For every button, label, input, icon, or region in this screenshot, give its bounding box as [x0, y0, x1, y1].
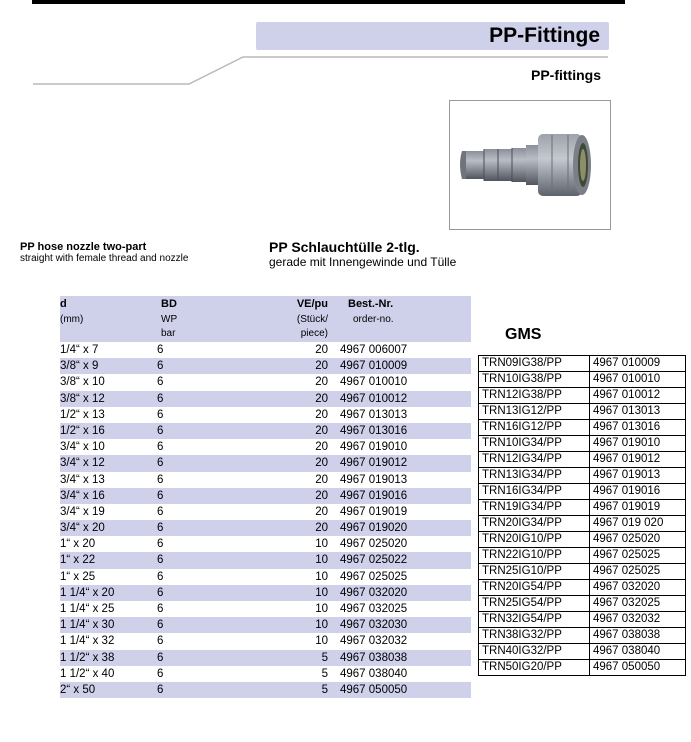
gms-order-number: 4967 038040: [590, 644, 686, 660]
gms-row: [479, 628, 686, 644]
table-row: [60, 439, 471, 455]
gms-title: GMS: [505, 326, 542, 343]
table-row: [60, 601, 471, 617]
cell-diameter: 3/4“ x 20: [60, 522, 105, 535]
table-row: [60, 423, 471, 439]
table-row: [60, 682, 471, 698]
gms-row: [479, 660, 686, 676]
gms-order-number: 4967 032032: [590, 612, 686, 628]
gms-order-number: 4967 019016: [590, 484, 686, 500]
gms-code: TRN12IG38/PP: [479, 388, 590, 404]
cell-pressure: 6: [157, 586, 164, 599]
cell-pressure: 6: [157, 360, 164, 373]
table-row: [60, 358, 471, 374]
table-body: [60, 342, 471, 698]
gms-code: TRN20IG54/PP: [479, 580, 590, 596]
table-row: [60, 472, 471, 488]
hose-nozzle-image: [450, 101, 610, 229]
gms-code: TRN40IG32/PP: [479, 644, 590, 660]
cell-pressure: 6: [157, 489, 164, 502]
cell-pressure: 6: [157, 683, 164, 696]
cell-packing-unit: 20: [315, 522, 328, 535]
table-row: [60, 504, 471, 520]
gms-code: TRN09IG38/PP: [479, 356, 590, 372]
cell-diameter: 3/4“ x 16: [60, 489, 105, 502]
cell-diameter: 1“ x 25: [60, 570, 96, 583]
page-subtitle: PP-fittings: [531, 67, 601, 83]
gms-row: [479, 532, 686, 548]
gms-code: TRN50IG20/PP: [479, 660, 590, 676]
gms-row: [479, 500, 686, 516]
gms-code: TRN10IG34/PP: [479, 436, 590, 452]
table-row: [60, 633, 471, 649]
gms-row: [479, 436, 686, 452]
cell-order-number: 4967 038038: [340, 651, 408, 664]
cell-pressure: 6: [157, 408, 164, 421]
gms-code: TRN20IG34/PP: [479, 516, 590, 532]
header-bd-unit: bar: [161, 328, 176, 339]
cell-pressure: 6: [157, 603, 164, 615]
page-title: PP-Fittinge: [489, 24, 600, 47]
cell-order-number: 4967 019013: [340, 473, 408, 486]
header-d: d: [60, 298, 67, 310]
cell-diameter: 1 1/4“ x 30: [60, 619, 115, 632]
gms-row: [479, 420, 686, 436]
gms-code: TRN20IG10/PP: [479, 532, 590, 548]
gms-row: [479, 564, 686, 580]
table-row: [60, 374, 471, 390]
cell-order-number: 4967 025020: [340, 538, 408, 551]
cell-pressure: 6: [157, 376, 164, 389]
cell-order-number: 4967 010009: [340, 360, 408, 373]
cell-diameter: 3/8“ x 9: [60, 360, 99, 373]
cell-diameter: 1 1/4“ x 20: [60, 586, 115, 599]
gms-code: TRN10IG38/PP: [479, 372, 590, 388]
cell-diameter: 3/4“ x 13: [60, 473, 105, 486]
cell-packing-unit: 10: [315, 586, 328, 599]
cell-packing-unit: 20: [315, 376, 328, 389]
gms-row: [479, 596, 686, 612]
gms-order-number: 4967 038038: [590, 628, 686, 644]
gms-code: TRN16IG12/PP: [479, 420, 590, 436]
cell-order-number: 4967 019020: [340, 522, 408, 535]
cell-diameter: 1/4“ x 7: [60, 344, 99, 356]
header-ve: VE/pu: [296, 298, 328, 310]
table-header: [60, 296, 471, 342]
cell-diameter: 3/4“ x 10: [60, 441, 105, 454]
table-row: [60, 650, 471, 666]
gms-order-number: 4967 025025: [590, 548, 686, 564]
cell-packing-unit: 20: [315, 473, 328, 486]
gms-order-number: 4967 019 020: [590, 516, 686, 532]
table-row: [60, 666, 471, 682]
gms-row: [479, 580, 686, 596]
gms-order-number: 4967 032020: [590, 580, 686, 596]
gms-code: TRN25IG10/PP: [479, 564, 590, 580]
gms-row: [479, 468, 686, 484]
cell-diameter: 1/2“ x 13: [60, 408, 105, 421]
gms-table: [478, 355, 686, 676]
cell-pressure: 6: [157, 570, 164, 583]
cell-diameter: 1“ x 20: [60, 538, 96, 551]
table-row: [60, 342, 471, 358]
product-photo: [449, 100, 611, 230]
cell-packing-unit: 20: [315, 489, 328, 502]
cell-diameter: 1 1/2“ x 38: [60, 651, 115, 664]
cell-packing-unit: 20: [315, 505, 328, 518]
gms-code: TRN38IG32/PP: [479, 628, 590, 644]
cell-diameter: 3/4“ x 19: [60, 505, 105, 518]
gms-code: TRN13IG12/PP: [479, 404, 590, 420]
header-d-unit: (mm): [60, 314, 84, 325]
cell-order-number: 4967 019016: [340, 489, 408, 502]
cell-diameter: 1/2“ x 16: [60, 424, 105, 437]
header-ve-2: piece): [300, 328, 328, 339]
cell-packing-unit: 10: [315, 603, 328, 615]
cell-pressure: 6: [157, 667, 164, 680]
table-row: [60, 520, 471, 536]
cell-packing-unit: 20: [315, 457, 328, 470]
table-row: [60, 391, 471, 407]
cell-pressure: 6: [157, 473, 164, 486]
table-row: [60, 585, 471, 601]
gms-order-number: 4967 025020: [590, 532, 686, 548]
gms-order-number: 4967 013013: [590, 404, 686, 420]
cell-packing-unit: 10: [315, 538, 328, 551]
decorative-line: [0, 0, 691, 100]
gms-row: [479, 612, 686, 628]
cell-diameter: 3/8“ x 10: [60, 376, 105, 389]
cell-diameter: 1 1/4“ x 32: [60, 635, 115, 648]
product-description-en: [20, 241, 188, 265]
table-row: [60, 617, 471, 633]
cell-order-number: 4967 019010: [340, 441, 408, 454]
cell-order-number: 4967 013013: [340, 408, 408, 421]
cell-order-number: 4967 019012: [340, 457, 408, 470]
cell-diameter: 1 1/2“ x 40: [60, 667, 115, 680]
cell-pressure: 6: [157, 424, 164, 437]
gms-row: [479, 548, 686, 564]
gms-row: [479, 388, 686, 404]
header-bd: BD: [161, 298, 177, 310]
cell-pressure: 6: [157, 651, 164, 664]
cell-diameter: 2“ x 50: [60, 683, 96, 696]
gms-code: TRN13IG34/PP: [479, 468, 590, 484]
cell-order-number: 4967 025022: [340, 554, 408, 567]
header-ve-1: (Stück/: [296, 314, 328, 325]
gms-row: [479, 372, 686, 388]
gms-code: TRN19IG34/PP: [479, 500, 590, 516]
gms-order-number: 4967 025025: [590, 564, 686, 580]
title-banner: [256, 22, 609, 50]
cell-order-number: 4967 006007: [340, 344, 408, 356]
cell-packing-unit: 20: [315, 360, 328, 373]
cell-pressure: 6: [157, 441, 164, 454]
cell-order-number: 4967 013016: [340, 424, 408, 437]
product-description-de: [269, 240, 456, 270]
table-row: [60, 552, 471, 568]
gms-order-number: 4967 010010: [590, 372, 686, 388]
gms-code: TRN16IG34/PP: [479, 484, 590, 500]
table-row: [60, 407, 471, 423]
cell-order-number: 4967 032032: [340, 635, 408, 648]
cell-order-number: 4967 032030: [340, 619, 408, 632]
gms-order-number: 4967 019013: [590, 468, 686, 484]
product-subtitle-en: straight with female thread and nozzle: [20, 253, 189, 264]
cell-diameter: 3/4“ x 12: [60, 457, 105, 470]
product-subtitle-de: gerade mit Innengewinde und Tülle: [269, 255, 457, 269]
cell-order-number: 4967 032025: [340, 603, 408, 615]
gms-row: [479, 404, 686, 420]
cell-packing-unit: 10: [315, 619, 328, 632]
gms-row: [479, 516, 686, 532]
cell-packing-unit: 20: [315, 344, 328, 356]
gms-row: [479, 356, 686, 372]
product-title-de: PP Schlauchtülle 2-tlg.: [269, 239, 420, 255]
header-bd-wp: WP: [161, 314, 178, 325]
gms-code: TRN12IG34/PP: [479, 452, 590, 468]
gms-code: TRN22IG10/PP: [479, 548, 590, 564]
cell-packing-unit: 10: [315, 635, 328, 648]
gms-row: [479, 644, 686, 660]
cell-pressure: 6: [157, 635, 164, 648]
cell-pressure: 6: [157, 392, 164, 405]
table-row: [60, 536, 471, 552]
gms-order-number: 4967 013016: [590, 420, 686, 436]
table-row: [60, 455, 471, 471]
cell-pressure: 6: [157, 457, 164, 470]
cell-order-number: 4967 010010: [340, 376, 408, 389]
header-nr-sub: order-no.: [353, 314, 394, 325]
cell-order-number: 4967 025025: [340, 570, 408, 583]
table-row: [60, 569, 471, 585]
header-nr: Best.-Nr.: [348, 298, 394, 310]
cell-diameter: 1 1/4“ x 25: [60, 603, 115, 615]
cell-pressure: 6: [157, 619, 164, 632]
cell-pressure: 6: [157, 554, 164, 567]
product-title-en: PP hose nozzle two-part: [20, 241, 147, 253]
gms-order-number: 4967 032025: [590, 596, 686, 612]
gms-code: TRN25IG54/PP: [479, 596, 590, 612]
cell-packing-unit: 20: [315, 408, 328, 421]
gms-order-number: 4967 019019: [590, 500, 686, 516]
gms-order-number: 4967 010009: [590, 356, 686, 372]
cell-packing-unit: 20: [315, 424, 328, 437]
cell-order-number: 4967 019019: [340, 505, 408, 518]
cell-pressure: 6: [157, 505, 164, 518]
gms-row: [479, 484, 686, 500]
gms-order-number: 4967 010012: [590, 388, 686, 404]
gms-order-number: 4967 019012: [590, 452, 686, 468]
cell-pressure: 6: [157, 344, 164, 356]
cell-order-number: 4967 038040: [340, 667, 408, 680]
cell-diameter: 1“ x 22: [60, 554, 96, 567]
cell-order-number: 4967 010012: [340, 392, 408, 405]
cell-pressure: 6: [157, 538, 164, 551]
cell-order-number: 4967 032020: [340, 586, 408, 599]
cell-packing-unit: 5: [321, 651, 328, 664]
gms-order-number: 4967 019010: [590, 436, 686, 452]
product-table: [60, 296, 471, 698]
gms-row: [479, 452, 686, 468]
cell-packing-unit: 5: [321, 667, 328, 680]
cell-pressure: 6: [157, 522, 164, 535]
gms-order-number: 4967 050050: [590, 660, 686, 676]
cell-packing-unit: 5: [321, 683, 328, 696]
cell-order-number: 4967 050050: [340, 683, 408, 696]
table-row: [60, 488, 471, 504]
cell-packing-unit: 20: [315, 441, 328, 454]
gms-code: TRN32IG54/PP: [479, 612, 590, 628]
cell-diameter: 3/8“ x 12: [60, 392, 105, 405]
cell-packing-unit: 10: [315, 554, 328, 567]
cell-packing-unit: 10: [315, 570, 328, 583]
cell-packing-unit: 20: [315, 392, 328, 405]
